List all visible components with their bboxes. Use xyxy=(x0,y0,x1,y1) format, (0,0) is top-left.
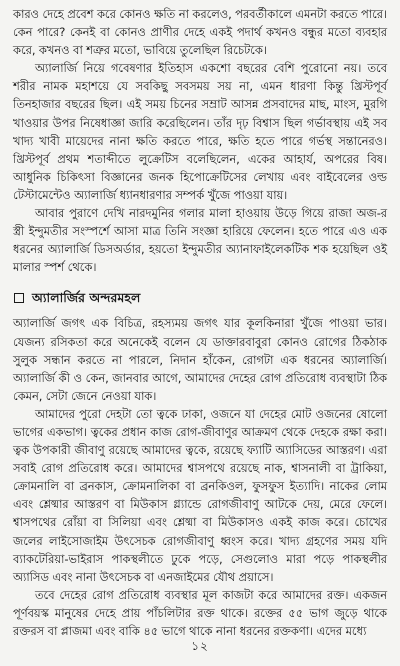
square-bullet-icon xyxy=(14,293,24,303)
paragraph-allergy-world: অ্যালার্জি জগৎ এক বিচিত্র, রহস্যময় জগৎ যার কূলকিনারা খুঁজে পাওয়া ভার। যেজন্য রসিকতা করে অনেকেই বলেন যে ডাক্তারবাবুরা কোনও রোগের ঠিকঠাক সুলুক সন্ধান করতে না পারলে, নিদান হাঁকেন, রোগটা এক ধরনের অ্যালার্জি। অ্যালার্জি কী ও কেন, জানবার আগে, আমাদের দেহের রোগ প্রতিরোধ ব্যবস্থাটা ঠিক কেমন, সেটা জেনে নেওয়া যাক। xyxy=(13,316,387,403)
paragraph-mythology: আবার পুরাণে দেখি নারদমুনির গলার মালা হাওয়ায় উড়ে গিয়ে রাজা অজ-র স্ত্রী ইন্দুমতীর সংস্পর্শে আসা মাত্র তিনি সংজ্ঞা হারিয়ে ফেলেন। হতে পারে এও এক ধরনের অ্যালার্জি ডিসঅর্ডার, হয়তো ইন্দুমতীর অ্যানাফাইলেকটিক শক হয়েছিল ওই মালার স্পর্শ থেকে। xyxy=(13,206,387,275)
paragraph-skin-defense: আমাদের পুরো দেহটা তো ত্বকে ঢাকা, ওজনে যা দেহের মোট ওজনের ষোলো ভাগের একভাগ। ত্বকের প্রধান কাজ রোগ-জীবাণুর আক্রমণ থেকে দেহকে রক্ষা করা। ত্বক উপকারী জীবাণু রয়েছে আমাদের ত্বকে, রয়েছে ফ্যাটি অ্যাসিডের আস্তরণ। এরা সবাই রোগ প্রতিরোধ করে। আমাদের শ্বাসপথে রয়েছে নাক, শ্বাসনালী বা ট্রাকিয়া, ক্রোমনালি বা ব্রনকাস, ক্রোমনালিকা বা ব্রনকিওল, ফুসফুস ইত্যাদি। নাকের লোম এবং শ্লেষ্মার আস্তরণ বা মিউকাস গ্ল্যান্ডে রোগজীবাণু আটকে দেয়, মেরে ফেলে। শ্বাসপথের রোঁয়া বা সিলিয়া এবং শ্লেষ্মা বা মিউকাসও একই কাজ করে। চোখের জলের লাইসোজাইম উৎসেচক রোগজীবাণু ধ্বংস করে। খাদ্য গ্রহণের সময় যদি ব্যাকটেরিয়া-ভাইরাস পাকস্থলীতে ঢুকে পড়ে, সেগুলোও মারা পড়ে পাকস্থলীর অ্যাসিড এবং নানা উৎসেচক বা এনজাইমের যৌথ প্রয়াসে। xyxy=(13,406,387,584)
page-number: ১২ xyxy=(191,639,209,653)
paragraph-continued: কারও দেহে প্রবেশ করে কোনও ক্ষতি না করলেও, পরবর্তীকালে এমনটা করতে পারে। কেন পারে? কেনই বা কোনও প্রাণীর দেহে একই পদার্থ কখনও বন্ধুর মতো ব্যবহার করে, কখনও বা শত্রুর মতো, ভাবিয়ে তুলেছিল রিচেটকে। xyxy=(13,7,387,58)
section-heading-text: অ্যালার্জির অন্দরমহল xyxy=(32,290,141,306)
paragraph-blood: তবে দেহের রোগ প্রতিরোধ ব্যবস্থার মূল কাজটা করে আমাদের রক্ত। একজন পূর্ণবয়স্ক মানুষের দেহে প্রায় পাঁচলিটার রক্ত থাকে। রক্তের ৫৫ ভাগ জুড়ে থাকে রক্তরস বা প্লাজমা এবং বাকি ৪৫ ভাগে থাকে নানা ধরনের রক্তকণা। এদের মধ্যে xyxy=(13,587,387,638)
section-heading xyxy=(13,289,387,307)
paragraph-allergy-history: অ্যালার্জি নিয়ে গবেষণার ইতিহাস একশো বছরের বেশি পুরোনো নয়। তবে শরীর নামক মহাশয়ে যে সবকিছু সবসময় সয় না, এমন ধারণা কিন্তু খ্রিস্টপূর্ব তিনহাজার বছরের ছিল। এই সময় চিনের সম্রাট আসন্ন প্রসবাদের মাছ, মাংস, মুরগি খাওয়ার উপর নিষেধাজ্ঞা জারি করেছিলেন। তাঁর দৃঢ় বিশ্বাস ছিল গর্ভাবস্থায় এই সব খাদ্য খাবী মায়েদের নানা ক্ষতি করতে পারে, ক্ষতি হতে পারে গর্ভস্থ সন্তানেরও। খ্রিস্টপূর্ব প্রথম শতাব্দীতে লুক্রেটিস বলেছিলেন, একের আহার্য, অপরের বিষ। আধুনিক চিকিৎসা বিজ্ঞানের জনক হিপোক্রেটিসের লেখায় এবং বাইবেলের ওল্ড টেস্টামেন্টেও অ্যালার্জি ধ্যানধারণার সম্পর্ক খুঁজে পাওয়া যায়। xyxy=(13,61,387,202)
